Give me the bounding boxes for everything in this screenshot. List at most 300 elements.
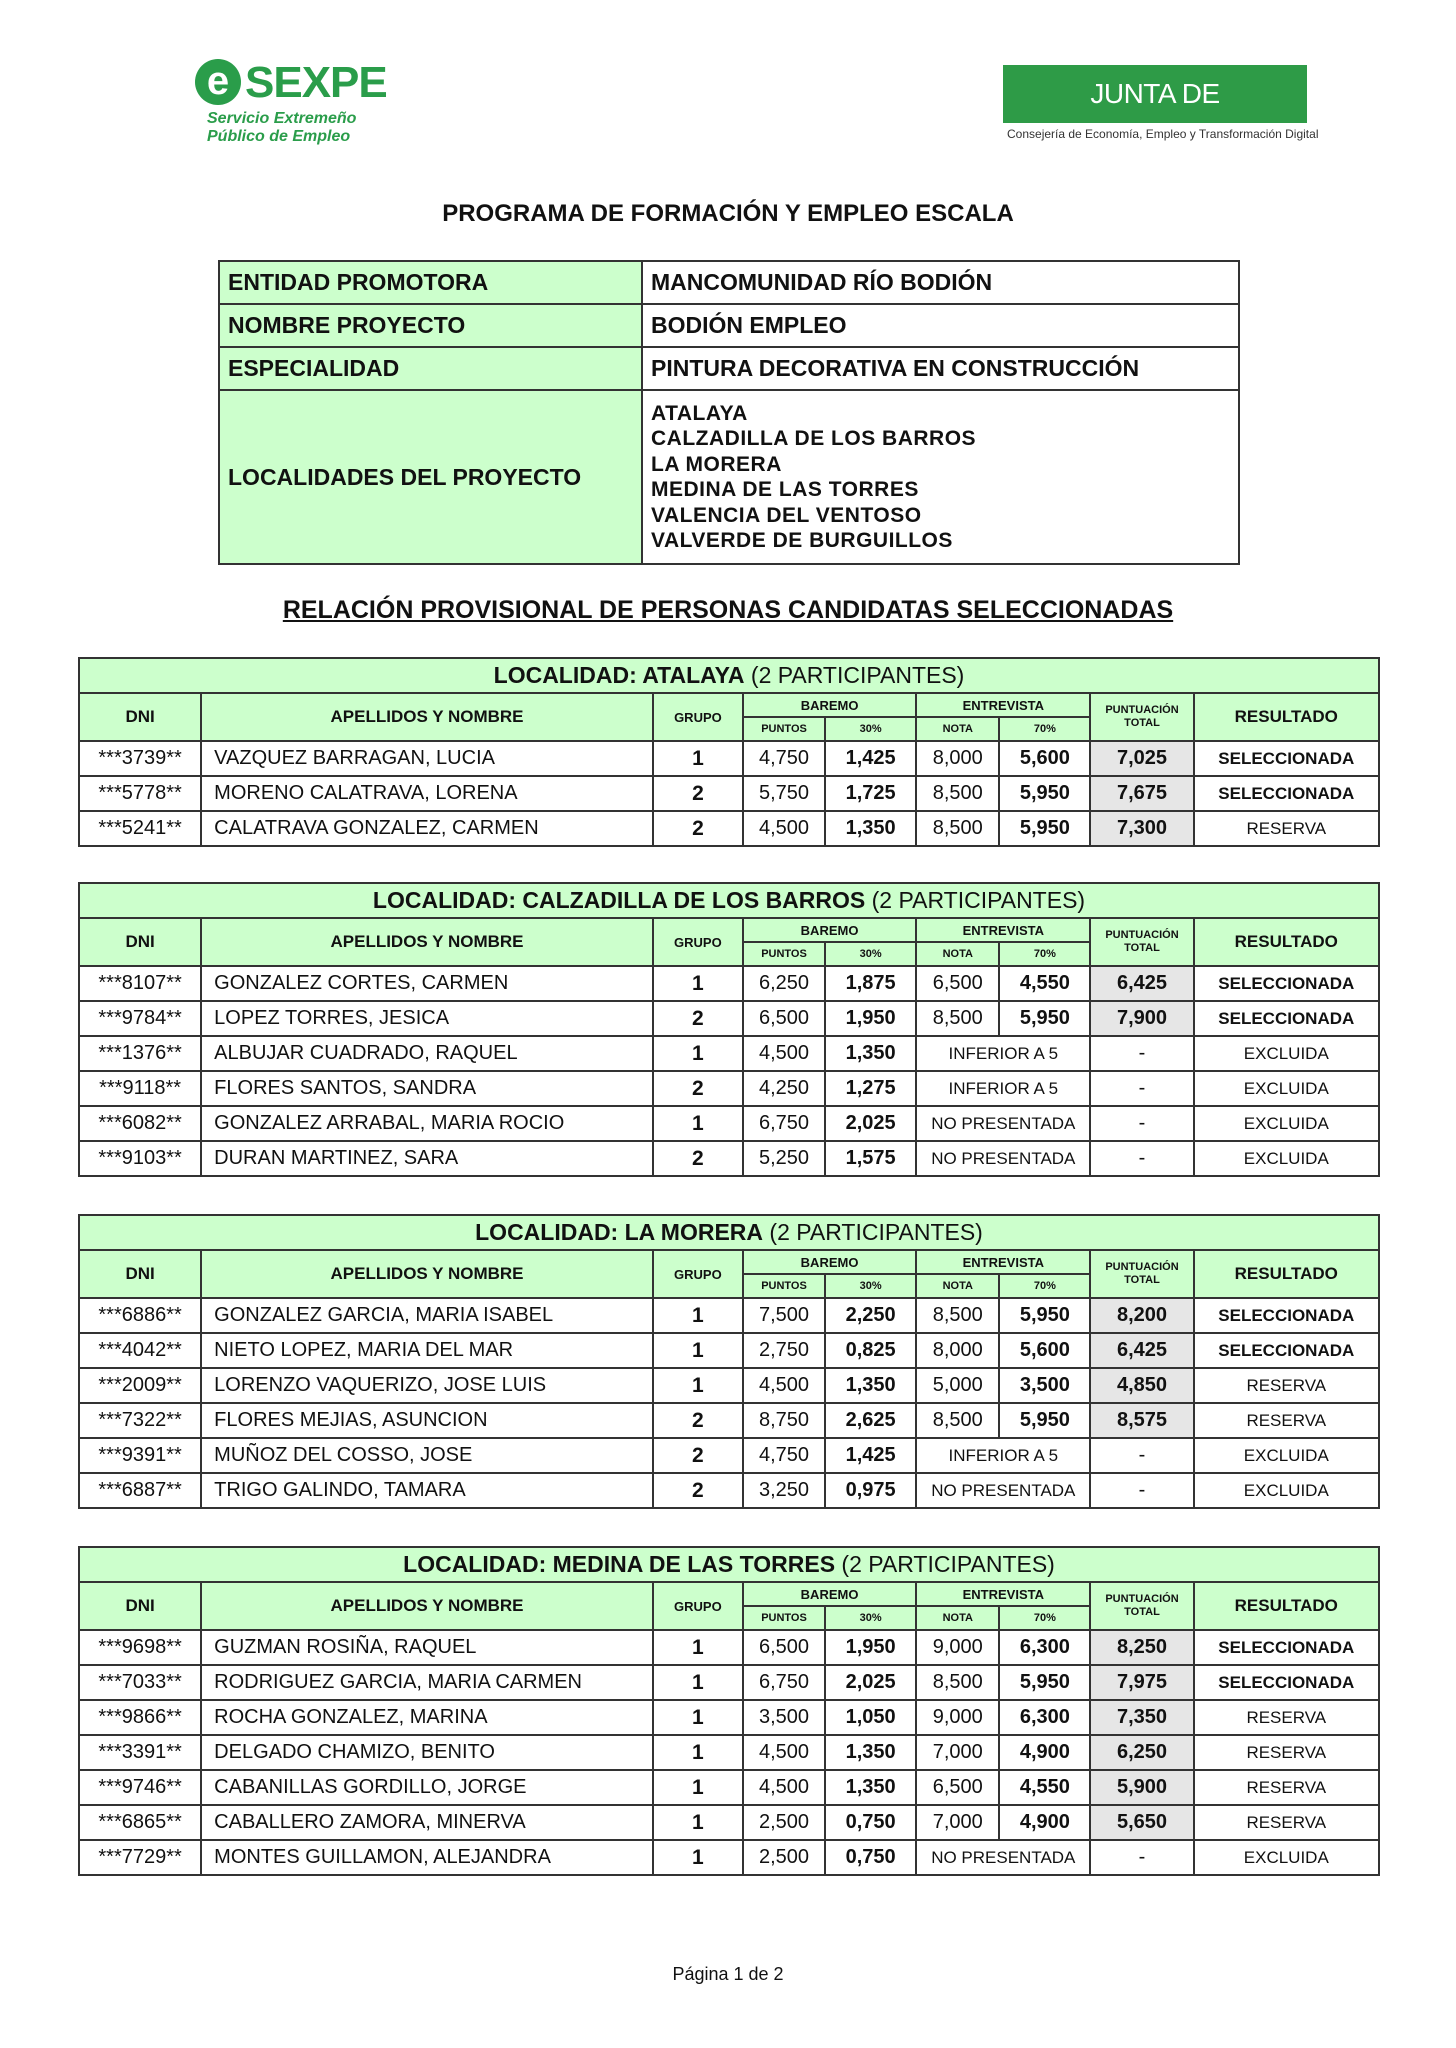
cell-70pct: 4,550 bbox=[999, 966, 1090, 1001]
header-resultado: RESULTADO bbox=[1194, 693, 1379, 741]
section-title: RELACIÓN PROVISIONAL DE PERSONAS CANDIDATAS SELECCIONADAS bbox=[282, 596, 1174, 624]
cell-total: 7,975 bbox=[1090, 1665, 1193, 1700]
nombre-proyecto-label: NOMBRE PROYECTO bbox=[219, 304, 642, 347]
cell-puntos: 2,500 bbox=[743, 1840, 825, 1875]
cell-nombre: GONZALEZ CORTES, CARMEN bbox=[201, 966, 653, 1001]
project-info-row bbox=[219, 304, 1239, 347]
header-puntuacion bbox=[1090, 693, 1193, 741]
cell-grupo: 2 bbox=[653, 1141, 743, 1176]
cell-dni: ***7322** bbox=[79, 1403, 201, 1438]
localidad-item: VALENCIA DEL VENTOSO bbox=[651, 503, 922, 527]
table-row bbox=[79, 1333, 1379, 1368]
cell-grupo: 2 bbox=[653, 811, 743, 846]
cell-30pct: 1,350 bbox=[825, 811, 916, 846]
cell-grupo: 2 bbox=[653, 1403, 743, 1438]
cell-puntos: 8,750 bbox=[743, 1403, 825, 1438]
cell-nota: 8,000 bbox=[916, 1333, 999, 1368]
header-entrevista: ENTREVISTA bbox=[916, 1582, 1090, 1606]
cell-30pct: 0,825 bbox=[825, 1333, 916, 1368]
cell-puntos: 6,750 bbox=[743, 1106, 825, 1141]
locality-participants: (2 PARTICIPANTES) bbox=[841, 1551, 1055, 1577]
header-grupo: GRUPO bbox=[653, 1582, 743, 1630]
locality-caption-row bbox=[79, 1215, 1379, 1250]
table-row bbox=[79, 1036, 1379, 1071]
cell-total: 8,200 bbox=[1090, 1298, 1193, 1333]
cell-dni: ***7033** bbox=[79, 1665, 201, 1700]
cell-30pct: 0,975 bbox=[825, 1473, 916, 1508]
header-nota: NOTA bbox=[916, 1606, 999, 1630]
document-title: PROGRAMA DE FORMACIÓN Y EMPLEO ESCALA bbox=[442, 200, 1014, 227]
header-puntuacion-line1: PUNTUACIÓN bbox=[1105, 929, 1179, 941]
header-nombre: APELLIDOS Y NOMBRE bbox=[201, 693, 653, 741]
cell-dni: ***6865** bbox=[79, 1805, 201, 1840]
cell-resultado: SELECCIONADA bbox=[1194, 741, 1379, 776]
cell-30pct: 1,875 bbox=[825, 966, 916, 1001]
header-resultado: RESULTADO bbox=[1194, 1582, 1379, 1630]
cell-grupo: 1 bbox=[653, 966, 743, 1001]
locality-participants: (2 PARTICIPANTES) bbox=[750, 662, 965, 688]
table-row bbox=[79, 1473, 1379, 1508]
header-puntuacion bbox=[1090, 1250, 1193, 1298]
cell-nota: 8,000 bbox=[916, 741, 999, 776]
page-number: Página 1 de 2 bbox=[672, 1964, 784, 1984]
cell-entrevista: INFERIOR A 5 bbox=[916, 1438, 1090, 1473]
cell-nombre: MONTES GUILLAMON, ALEJANDRA bbox=[201, 1840, 653, 1875]
locality-table bbox=[78, 1214, 1380, 1509]
header-puntos: PUNTOS bbox=[743, 1274, 825, 1298]
cell-nombre: CABANILLAS GORDILLO, JORGE bbox=[201, 1770, 653, 1805]
cell-grupo: 2 bbox=[653, 1438, 743, 1473]
cell-total: 6,250 bbox=[1090, 1735, 1193, 1770]
cell-total: - bbox=[1090, 1473, 1193, 1508]
cell-total: 5,900 bbox=[1090, 1770, 1193, 1805]
cell-nota: 8,500 bbox=[916, 1298, 999, 1333]
cell-total: 8,575 bbox=[1090, 1403, 1193, 1438]
entidad-label: ENTIDAD PROMOTORA bbox=[219, 261, 642, 304]
cell-grupo: 1 bbox=[653, 1298, 743, 1333]
header-30pct: 30% bbox=[825, 717, 916, 741]
cell-nota: 8,500 bbox=[916, 1001, 999, 1036]
sexpe-logo bbox=[195, 55, 395, 150]
cell-dni: ***9391** bbox=[79, 1438, 201, 1473]
header-puntos: PUNTOS bbox=[743, 1606, 825, 1630]
cell-puntos: 6,500 bbox=[743, 1630, 825, 1665]
cell-nombre: GONZALEZ GARCIA, MARIA ISABEL bbox=[201, 1298, 653, 1333]
table-row bbox=[79, 966, 1379, 1001]
header-70pct: 70% bbox=[999, 942, 1090, 966]
cell-dni: ***3739** bbox=[79, 741, 201, 776]
cell-resultado: RESERVA bbox=[1194, 1735, 1379, 1770]
cell-dni: ***7729** bbox=[79, 1840, 201, 1875]
table-row bbox=[79, 1368, 1379, 1403]
junta-extremadura-logo bbox=[1003, 65, 1319, 167]
entidad-value: MANCOMUNIDAD RÍO BODIÓN bbox=[642, 261, 1239, 304]
especialidad-label: ESPECIALIDAD bbox=[219, 347, 642, 390]
cell-nota: 5,000 bbox=[916, 1368, 999, 1403]
cell-puntos: 4,500 bbox=[743, 1770, 825, 1805]
nombre-proyecto-value: BODIÓN EMPLEO bbox=[642, 304, 1239, 347]
project-info-row bbox=[219, 261, 1239, 304]
cell-dni: ***9698** bbox=[79, 1630, 201, 1665]
locality-name: LOCALIDAD: ATALAYA bbox=[493, 662, 745, 688]
cell-nombre: CABALLERO ZAMORA, MINERVA bbox=[201, 1805, 653, 1840]
sexpe-logo-name: SEXPE bbox=[245, 58, 387, 107]
cell-nombre: GUZMAN ROSIÑA, RAQUEL bbox=[201, 1630, 653, 1665]
cell-puntos: 4,750 bbox=[743, 741, 825, 776]
header-30pct: 30% bbox=[825, 1606, 916, 1630]
cell-nombre: GONZALEZ ARRABAL, MARIA ROCIO bbox=[201, 1106, 653, 1141]
cell-resultado: EXCLUIDA bbox=[1194, 1106, 1379, 1141]
header-70pct: 70% bbox=[999, 1606, 1090, 1630]
cell-total: 5,650 bbox=[1090, 1805, 1193, 1840]
table-row bbox=[79, 1630, 1379, 1665]
cell-resultado: RESERVA bbox=[1194, 1403, 1379, 1438]
cell-grupo: 1 bbox=[653, 1805, 743, 1840]
header-nota: NOTA bbox=[916, 1274, 999, 1298]
cell-dni: ***5778** bbox=[79, 776, 201, 811]
cell-30pct: 2,025 bbox=[825, 1106, 916, 1141]
cell-total: 7,350 bbox=[1090, 1700, 1193, 1735]
cell-dni: ***9784** bbox=[79, 1001, 201, 1036]
cell-nombre: CALATRAVA GONZALEZ, CARMEN bbox=[201, 811, 653, 846]
cell-30pct: 1,350 bbox=[825, 1368, 916, 1403]
header-puntuacion-line1: PUNTUACIÓN bbox=[1105, 1593, 1179, 1605]
cell-70pct: 5,950 bbox=[999, 776, 1090, 811]
header-puntuacion bbox=[1090, 918, 1193, 966]
header-entrevista: ENTREVISTA bbox=[916, 693, 1090, 717]
cell-dni: ***6886** bbox=[79, 1298, 201, 1333]
cell-resultado: SELECCIONADA bbox=[1194, 1665, 1379, 1700]
cell-dni: ***9866** bbox=[79, 1700, 201, 1735]
locality-table bbox=[78, 1546, 1380, 1876]
cell-70pct: 5,950 bbox=[999, 811, 1090, 846]
cell-puntos: 7,500 bbox=[743, 1298, 825, 1333]
cell-dni: ***2009** bbox=[79, 1368, 201, 1403]
header-baremo: BAREMO bbox=[743, 918, 916, 942]
project-info-row bbox=[219, 347, 1239, 390]
header-grupo: GRUPO bbox=[653, 918, 743, 966]
cell-grupo: 2 bbox=[653, 1071, 743, 1106]
cell-grupo: 1 bbox=[653, 1735, 743, 1770]
sexpe-logo-subtitle-1: Servicio Extremeño bbox=[207, 110, 357, 127]
cell-grupo: 1 bbox=[653, 1333, 743, 1368]
header-dni: DNI bbox=[79, 1582, 201, 1630]
cell-70pct: 4,550 bbox=[999, 1770, 1090, 1805]
cell-puntos: 4,750 bbox=[743, 1438, 825, 1473]
localidades-label: LOCALIDADES DEL PROYECTO bbox=[219, 390, 642, 564]
cell-70pct: 5,600 bbox=[999, 1333, 1090, 1368]
cell-nota: 8,500 bbox=[916, 776, 999, 811]
cell-resultado: EXCLUIDA bbox=[1194, 1840, 1379, 1875]
header-puntuacion-line2: TOTAL bbox=[1124, 942, 1160, 954]
cell-grupo: 1 bbox=[653, 1700, 743, 1735]
cell-grupo: 1 bbox=[653, 1665, 743, 1700]
cell-total: 6,425 bbox=[1090, 1333, 1193, 1368]
cell-resultado: RESERVA bbox=[1194, 1368, 1379, 1403]
cell-dni: ***6082** bbox=[79, 1106, 201, 1141]
cell-puntos: 4,500 bbox=[743, 811, 825, 846]
cell-puntos: 3,250 bbox=[743, 1473, 825, 1508]
cell-30pct: 2,625 bbox=[825, 1403, 916, 1438]
cell-30pct: 2,025 bbox=[825, 1665, 916, 1700]
cell-nombre: LOPEZ TORRES, JESICA bbox=[201, 1001, 653, 1036]
cell-dni: ***6887** bbox=[79, 1473, 201, 1508]
table-row bbox=[79, 1770, 1379, 1805]
project-info-row bbox=[219, 390, 1239, 564]
cell-entrevista: INFERIOR A 5 bbox=[916, 1071, 1090, 1106]
header-dni: DNI bbox=[79, 918, 201, 966]
cell-nombre: VAZQUEZ BARRAGAN, LUCIA bbox=[201, 741, 653, 776]
cell-nota: 9,000 bbox=[916, 1700, 999, 1735]
cell-nombre: NIETO LOPEZ, MARIA DEL MAR bbox=[201, 1333, 653, 1368]
cell-resultado: SELECCIONADA bbox=[1194, 1001, 1379, 1036]
header-baremo: BAREMO bbox=[743, 1582, 916, 1606]
cell-total: 4,850 bbox=[1090, 1368, 1193, 1403]
cell-nombre: RODRIGUEZ GARCIA, MARIA CARMEN bbox=[201, 1665, 653, 1700]
cell-total: 7,300 bbox=[1090, 811, 1193, 846]
table-row bbox=[79, 1735, 1379, 1770]
table-row bbox=[79, 1840, 1379, 1875]
cell-grupo: 2 bbox=[653, 776, 743, 811]
table-row bbox=[79, 811, 1379, 846]
header-row bbox=[79, 693, 1379, 717]
junta-logo-name: JUNTA DE EXTREMADURA bbox=[1003, 65, 1307, 123]
header-puntuacion-line2: TOTAL bbox=[1124, 1274, 1160, 1286]
cell-resultado: SELECCIONADA bbox=[1194, 1333, 1379, 1368]
localidad-item: LA MORERA bbox=[651, 452, 782, 476]
cell-resultado: EXCLUIDA bbox=[1194, 1141, 1379, 1176]
cell-nombre: TRIGO GALINDO, TAMARA bbox=[201, 1473, 653, 1508]
cell-grupo: 1 bbox=[653, 1840, 743, 1875]
cell-puntos: 2,750 bbox=[743, 1333, 825, 1368]
cell-total: 7,900 bbox=[1090, 1001, 1193, 1036]
cell-entrevista: NO PRESENTADA bbox=[916, 1473, 1090, 1508]
header-puntuacion-line1: PUNTUACIÓN bbox=[1105, 704, 1179, 716]
project-info-table bbox=[218, 260, 1240, 565]
localidades-list bbox=[642, 390, 1239, 564]
cell-total: 7,025 bbox=[1090, 741, 1193, 776]
cell-nombre: DELGADO CHAMIZO, BENITO bbox=[201, 1735, 653, 1770]
cell-30pct: 1,050 bbox=[825, 1700, 916, 1735]
cell-nombre: LORENZO VAQUERIZO, JOSE LUIS bbox=[201, 1368, 653, 1403]
cell-nota: 7,000 bbox=[916, 1735, 999, 1770]
cell-grupo: 1 bbox=[653, 1036, 743, 1071]
cell-70pct: 3,500 bbox=[999, 1368, 1090, 1403]
table-row bbox=[79, 1403, 1379, 1438]
locality-caption-row bbox=[79, 658, 1379, 693]
cell-resultado: SELECCIONADA bbox=[1194, 1630, 1379, 1665]
header-puntuacion-line2: TOTAL bbox=[1124, 717, 1160, 729]
cell-dni: ***9118** bbox=[79, 1071, 201, 1106]
cell-puntos: 5,250 bbox=[743, 1141, 825, 1176]
header-grupo: GRUPO bbox=[653, 1250, 743, 1298]
table-row bbox=[79, 1141, 1379, 1176]
cell-nota: 7,000 bbox=[916, 1805, 999, 1840]
cell-nota: 8,500 bbox=[916, 1403, 999, 1438]
table-row bbox=[79, 1071, 1379, 1106]
cell-resultado: SELECCIONADA bbox=[1194, 776, 1379, 811]
header-nombre: APELLIDOS Y NOMBRE bbox=[201, 1582, 653, 1630]
cell-grupo: 1 bbox=[653, 1630, 743, 1665]
header-puntos: PUNTOS bbox=[743, 717, 825, 741]
cell-entrevista: NO PRESENTADA bbox=[916, 1106, 1090, 1141]
localidad-item: CALZADILLA DE LOS BARROS bbox=[651, 427, 977, 450]
cell-resultado: RESERVA bbox=[1194, 811, 1379, 846]
cell-nombre: ROCHA GONZALEZ, MARINA bbox=[201, 1700, 653, 1735]
header-grupo: GRUPO bbox=[653, 693, 743, 741]
header-nota: NOTA bbox=[916, 717, 999, 741]
cell-grupo: 2 bbox=[653, 1473, 743, 1508]
locality-name: LOCALIDAD: LA MORERA bbox=[475, 1219, 764, 1245]
cell-total: 8,250 bbox=[1090, 1630, 1193, 1665]
cell-nota: 8,500 bbox=[916, 811, 999, 846]
cell-dni: ***9103** bbox=[79, 1141, 201, 1176]
cell-total: - bbox=[1090, 1106, 1193, 1141]
cell-30pct: 1,950 bbox=[825, 1630, 916, 1665]
cell-dni: ***1376** bbox=[79, 1036, 201, 1071]
cell-grupo: 2 bbox=[653, 1001, 743, 1036]
table-row bbox=[79, 1106, 1379, 1141]
cell-30pct: 0,750 bbox=[825, 1805, 916, 1840]
cell-70pct: 5,950 bbox=[999, 1403, 1090, 1438]
cell-nombre: ALBUJAR CUADRADO, RAQUEL bbox=[201, 1036, 653, 1071]
cell-nombre: MUÑOZ DEL COSSO, JOSE bbox=[201, 1438, 653, 1473]
cell-dni: ***3391** bbox=[79, 1735, 201, 1770]
sexpe-logo-subtitle-2: Público de Empleo bbox=[207, 128, 351, 145]
cell-dni: ***8107** bbox=[79, 966, 201, 1001]
cell-70pct: 6,300 bbox=[999, 1630, 1090, 1665]
locality-caption-row bbox=[79, 883, 1379, 918]
cell-grupo: 1 bbox=[653, 1368, 743, 1403]
cell-30pct: 1,425 bbox=[825, 1438, 916, 1473]
cell-70pct: 4,900 bbox=[999, 1805, 1090, 1840]
cell-dni: ***5241** bbox=[79, 811, 201, 846]
header-puntuacion-line2: TOTAL bbox=[1124, 1606, 1160, 1618]
cell-30pct: 1,350 bbox=[825, 1770, 916, 1805]
cell-nota: 9,000 bbox=[916, 1630, 999, 1665]
header-baremo: BAREMO bbox=[743, 1250, 916, 1274]
header-dni: DNI bbox=[79, 693, 201, 741]
cell-total: 7,675 bbox=[1090, 776, 1193, 811]
cell-resultado: EXCLUIDA bbox=[1194, 1473, 1379, 1508]
cell-total: 6,425 bbox=[1090, 966, 1193, 1001]
cell-70pct: 6,300 bbox=[999, 1700, 1090, 1735]
cell-puntos: 3,500 bbox=[743, 1700, 825, 1735]
cell-puntos: 6,500 bbox=[743, 1001, 825, 1036]
cell-puntos: 5,750 bbox=[743, 776, 825, 811]
junta-logo-subtitle: Consejería de Economía, Empleo y Transformación Digital bbox=[1007, 127, 1319, 141]
cell-puntos: 4,500 bbox=[743, 1036, 825, 1071]
localidad-item: ATALAYA bbox=[651, 401, 748, 425]
cell-70pct: 5,950 bbox=[999, 1665, 1090, 1700]
cell-30pct: 1,425 bbox=[825, 741, 916, 776]
cell-resultado: EXCLUIDA bbox=[1194, 1036, 1379, 1071]
cell-resultado: RESERVA bbox=[1194, 1700, 1379, 1735]
locality-participants: (2 PARTICIPANTES) bbox=[769, 1219, 983, 1245]
header-nota: NOTA bbox=[916, 942, 999, 966]
header-30pct: 30% bbox=[825, 942, 916, 966]
locality-name: LOCALIDAD: MEDINA DE LAS TORRES bbox=[403, 1551, 836, 1577]
cell-total: - bbox=[1090, 1141, 1193, 1176]
cell-30pct: 1,725 bbox=[825, 776, 916, 811]
cell-resultado: EXCLUIDA bbox=[1194, 1071, 1379, 1106]
cell-30pct: 0,750 bbox=[825, 1840, 916, 1875]
cell-70pct: 5,600 bbox=[999, 741, 1090, 776]
header-puntuacion bbox=[1090, 1582, 1193, 1630]
cell-total: - bbox=[1090, 1840, 1193, 1875]
table-row bbox=[79, 776, 1379, 811]
cell-total: - bbox=[1090, 1071, 1193, 1106]
header-30pct: 30% bbox=[825, 1274, 916, 1298]
locality-caption bbox=[79, 883, 1379, 918]
cell-nombre: FLORES SANTOS, SANDRA bbox=[201, 1071, 653, 1106]
cell-resultado: EXCLUIDA bbox=[1194, 1438, 1379, 1473]
cell-grupo: 1 bbox=[653, 1106, 743, 1141]
cell-grupo: 1 bbox=[653, 741, 743, 776]
cell-nombre: DURAN MARTINEZ, SARA bbox=[201, 1141, 653, 1176]
cell-nombre: MORENO CALATRAVA, LORENA bbox=[201, 776, 653, 811]
table-row bbox=[79, 1805, 1379, 1840]
cell-resultado: RESERVA bbox=[1194, 1770, 1379, 1805]
header-puntos: PUNTOS bbox=[743, 942, 825, 966]
cell-puntos: 4,500 bbox=[743, 1368, 825, 1403]
header-puntuacion-line1: PUNTUACIÓN bbox=[1105, 1261, 1179, 1273]
cell-30pct: 1,575 bbox=[825, 1141, 916, 1176]
localidad-item: VALVERDE DE BURGUILLOS bbox=[651, 529, 953, 552]
cell-total: - bbox=[1090, 1036, 1193, 1071]
cell-puntos: 6,750 bbox=[743, 1665, 825, 1700]
sexpe-logo-mark: e bbox=[195, 59, 241, 105]
cell-resultado: SELECCIONADA bbox=[1194, 966, 1379, 1001]
cell-30pct: 1,350 bbox=[825, 1036, 916, 1071]
cell-total: - bbox=[1090, 1438, 1193, 1473]
cell-30pct: 2,250 bbox=[825, 1298, 916, 1333]
cell-entrevista: NO PRESENTADA bbox=[916, 1840, 1090, 1875]
cell-dni: ***9746** bbox=[79, 1770, 201, 1805]
locality-table bbox=[78, 882, 1380, 1177]
cell-70pct: 4,900 bbox=[999, 1735, 1090, 1770]
header-70pct: 70% bbox=[999, 1274, 1090, 1298]
cell-30pct: 1,350 bbox=[825, 1735, 916, 1770]
localidad-item: MEDINA DE LAS TORRES bbox=[651, 478, 919, 501]
locality-participants: (2 PARTICIPANTES) bbox=[871, 887, 1086, 913]
table-row bbox=[79, 1665, 1379, 1700]
header-baremo: BAREMO bbox=[743, 693, 916, 717]
cell-70pct: 5,950 bbox=[999, 1298, 1090, 1333]
cell-nota: 8,500 bbox=[916, 1665, 999, 1700]
table-row bbox=[79, 1700, 1379, 1735]
table-row bbox=[79, 1438, 1379, 1473]
locality-caption bbox=[79, 1215, 1379, 1250]
header-resultado: RESULTADO bbox=[1194, 1250, 1379, 1298]
header-row bbox=[79, 1582, 1379, 1606]
cell-nombre: FLORES MEJIAS, ASUNCION bbox=[201, 1403, 653, 1438]
header-entrevista: ENTREVISTA bbox=[916, 918, 1090, 942]
cell-70pct: 5,950 bbox=[999, 1001, 1090, 1036]
header-entrevista: ENTREVISTA bbox=[916, 1250, 1090, 1274]
cell-puntos: 2,500 bbox=[743, 1805, 825, 1840]
cell-dni: ***4042** bbox=[79, 1333, 201, 1368]
cell-grupo: 1 bbox=[653, 1770, 743, 1805]
cell-entrevista: NO PRESENTADA bbox=[916, 1141, 1090, 1176]
table-row bbox=[79, 741, 1379, 776]
locality-caption-row bbox=[79, 1547, 1379, 1582]
cell-nota: 6,500 bbox=[916, 966, 999, 1001]
especialidad-value: PINTURA DECORATIVA EN CONSTRUCCIÓN bbox=[642, 347, 1239, 390]
header-row bbox=[79, 918, 1379, 942]
header-resultado: RESULTADO bbox=[1194, 918, 1379, 966]
locality-table bbox=[78, 657, 1380, 847]
